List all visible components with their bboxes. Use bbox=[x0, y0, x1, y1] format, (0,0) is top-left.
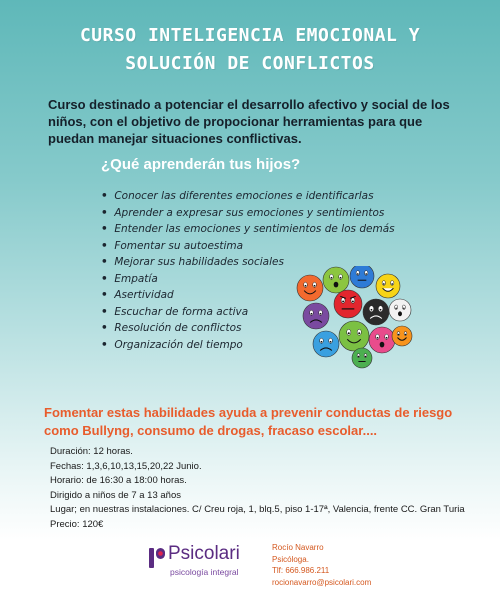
bullet-icon: • bbox=[101, 272, 108, 285]
detail-location: Lugar; en nuestras instalaciones. C/ Creu roja, 1, blq.5, piso 1-17ª, Valencia, frente CC. Gran Turia bbox=[50, 504, 465, 515]
emotion-face-icon bbox=[392, 326, 412, 346]
emotion-face-icon bbox=[297, 275, 323, 301]
course-title bbox=[0, 22, 500, 78]
contact-phone: Tlf: 666.986.211 bbox=[272, 566, 330, 575]
emotion-face-icon bbox=[323, 267, 349, 293]
emotion-face-icon bbox=[313, 331, 339, 357]
contact-email[interactable]: rocionavarro@psicolari.com bbox=[272, 577, 372, 587]
emotion-face-icon bbox=[339, 321, 369, 351]
topic-item: • Asertividad bbox=[101, 287, 395, 304]
emotion-face-icon bbox=[352, 348, 372, 368]
detail-dates: Fechas: 1,3,6,10,13,15,20,22 Junio. bbox=[50, 460, 202, 472]
detail-price: Precio: 120€ bbox=[50, 518, 104, 530]
topic-item: • Escuchar de forma activa bbox=[101, 304, 395, 321]
logo-name: Psicolari bbox=[168, 543, 240, 564]
bullet-icon: • bbox=[101, 239, 108, 252]
emotion-face-icon bbox=[303, 303, 329, 329]
prevention-highlight: Fomentar estas habilidades ayuda a prevenir conductas de riesgo como Bullyng, consumo de drogas, fracaso escolar.... bbox=[44, 405, 453, 438]
topic-item: • Fomentar su autoestima bbox=[101, 238, 395, 255]
topic-item: • Conocer las diferentes emociones e identificarlas bbox=[101, 188, 395, 205]
emotion-face-icon bbox=[389, 299, 411, 321]
contact-role: Psicóloga. bbox=[272, 554, 309, 564]
bullet-icon: • bbox=[101, 289, 108, 301]
topic-item: • Entender las emociones y sentimientos de los demás bbox=[101, 221, 395, 238]
contact-info bbox=[272, 542, 371, 588]
topic-item: • Mejorar sus habilidades sociales bbox=[101, 254, 395, 271]
contact-name: Rocío Navarro bbox=[272, 543, 324, 552]
bullet-icon: • bbox=[101, 338, 108, 351]
bullet-icon: • bbox=[101, 223, 108, 235]
topic-item: • Empatía bbox=[101, 271, 395, 288]
detail-audience: Dirigido a niños de 7 a 13 años bbox=[50, 489, 181, 501]
detail-duration: Duración: 12 horas. bbox=[50, 446, 133, 457]
emotion-face-icon bbox=[369, 327, 395, 353]
bullet-icon: • bbox=[101, 322, 108, 334]
topic-item: • Organización del tiempo bbox=[101, 337, 395, 354]
bullet-icon: • bbox=[101, 206, 108, 219]
course-intro: Curso destinado a potenciar el desarrollo afectivo y social de los niños, con el objetivo de propocionar herramientas para que puedan manejar situaciones conflictivas. bbox=[48, 97, 450, 146]
course-title-line-2: SOLUCIÓN DE CONFLICTOS bbox=[125, 53, 375, 74]
logo-tagline: psicología integral bbox=[170, 567, 239, 577]
learning-question: ¿Qué aprenderán tus hijos? bbox=[101, 156, 301, 173]
topic-item: • Resolución de conflictos bbox=[101, 320, 395, 337]
emotion-face-icon bbox=[363, 299, 389, 325]
bullet-icon: • bbox=[101, 305, 108, 318]
bullet-icon: • bbox=[101, 190, 108, 202]
course-details bbox=[50, 445, 490, 532]
course-title-line-1: CURSO INTELIGENCIA EMOCIONAL Y bbox=[79, 25, 421, 46]
topic-item: • Aprender a expresar sus emociones y sentimientos bbox=[101, 205, 395, 222]
emotion-face-icon bbox=[334, 290, 362, 318]
psicolari-logo-icon bbox=[148, 546, 166, 570]
emotion-faces-illustration bbox=[296, 266, 416, 370]
bullet-icon: • bbox=[101, 256, 108, 268]
emotion-face-icon bbox=[376, 274, 400, 298]
emotion-face-icon bbox=[350, 266, 374, 288]
detail-schedule: Horario: de 16:30 a 18:00 horas. bbox=[50, 475, 187, 486]
